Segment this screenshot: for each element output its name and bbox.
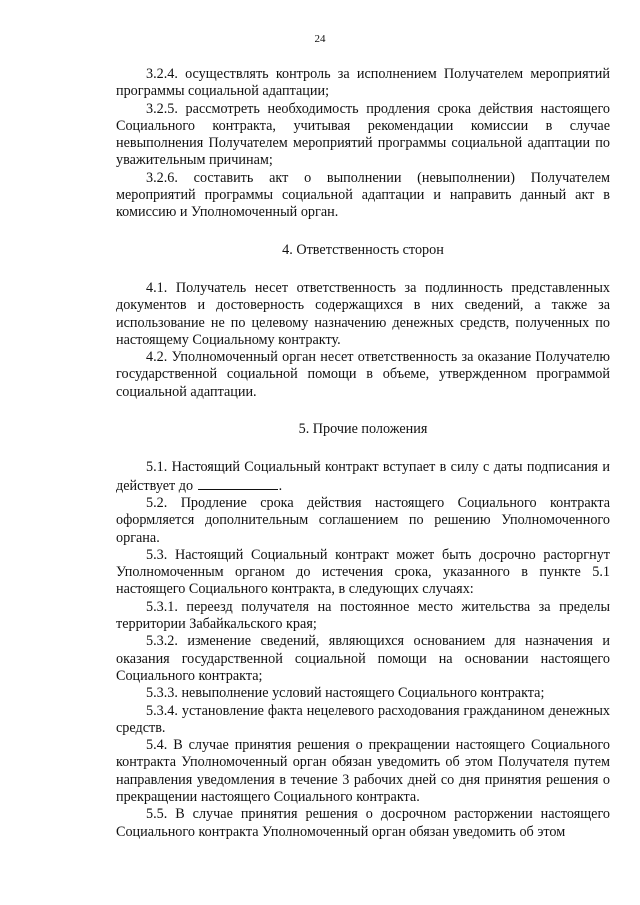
clause-3-2-5: 3.2.5. рассмотреть необходимость продления срока действия настоящего Социального контракта, учитывая рекомендации комиссии в случае невыполнения Получателем мероприятий программы социальной адаптации по уважительным причинам;: [116, 100, 610, 169]
clause-5-3-3: 5.3.3. невыполнение условий настоящего Социального контракта;: [146, 685, 545, 702]
clause-5-1-end: .: [278, 477, 283, 494]
document-body: [116, 66, 610, 841]
clause-5-3-4: 5.3.4. установление факта нецелевого расходования гражданином денежных средств.: [116, 702, 610, 736]
clause-5-4: 5.4. В случае принятия решения о прекращении настоящего Социального контракта Уполномоченный орган обязан уведомить об этом Получателя путем направления уведомления в течение 3 рабочих дней со дня принятия решения о прекращении настоящего Социального контракта.: [116, 737, 610, 805]
clause-5-3: 5.3. Настоящий Социальный контракт может быть досрочно расторгнут Уполномоченным органом до истечения срока, указанного в пункте 5.1 настоящего Социального контракта, в следующих случаях:: [116, 546, 610, 598]
clause-5-1: [116, 459, 610, 495]
clause-5-2: 5.2. Продление срока действия настоящего Социального контракта оформляется дополнительным соглашением по решению Уполномоченного органа.: [116, 494, 610, 546]
section-5-heading: 5. Прочие положения: [298, 421, 428, 438]
page-number: 24: [314, 33, 326, 45]
clause-5-1-text: 5.1. Настоящий Социальный контракт вступает в силу с даты подписания и действует до: [116, 459, 610, 494]
clause-4-1: 4.1. Получатель несет ответственность за подлинность представленных документов и достоверность содержащихся в них сведений, а также за использование не по целевому назначению денежных средств, полученных по настоящему Социальному контракту.: [116, 279, 610, 348]
clause-5-3-2: 5.3.2. изменение сведений, являющихся основанием для назначения и оказания государственной социальной помощи на основании настоящего Социального контракта;: [116, 633, 610, 684]
clause-4-2: 4.2. Уполномоченный орган несет ответственность за оказание Получателю государственной социальной помощи в объеме, утвержденном программой социальной адаптации.: [116, 349, 610, 400]
clause-3-2-6: 3.2.6. составить акт о выполнении (невыполнении) Получателем мероприятий программы социальной адаптации и направить данный акт в комиссию и Уполномоченный орган.: [116, 169, 610, 221]
date-blank-line: [198, 477, 278, 490]
clause-3-2-4: 3.2.4. осуществлять контроль за исполнением Получателем мероприятий программы социальной адаптации;: [116, 66, 610, 100]
section-4-heading: 4. Ответственность сторон: [282, 241, 444, 258]
clause-5-5: 5.5. В случае принятия решения о досрочном расторжении настоящего Социального контракта Уполномоченный орган обязан уведомить об этом: [116, 806, 610, 840]
clause-5-3-1: 5.3.1. переезд получателя на постоянное место жительства за пределы территории Забайкальского края;: [116, 598, 610, 633]
